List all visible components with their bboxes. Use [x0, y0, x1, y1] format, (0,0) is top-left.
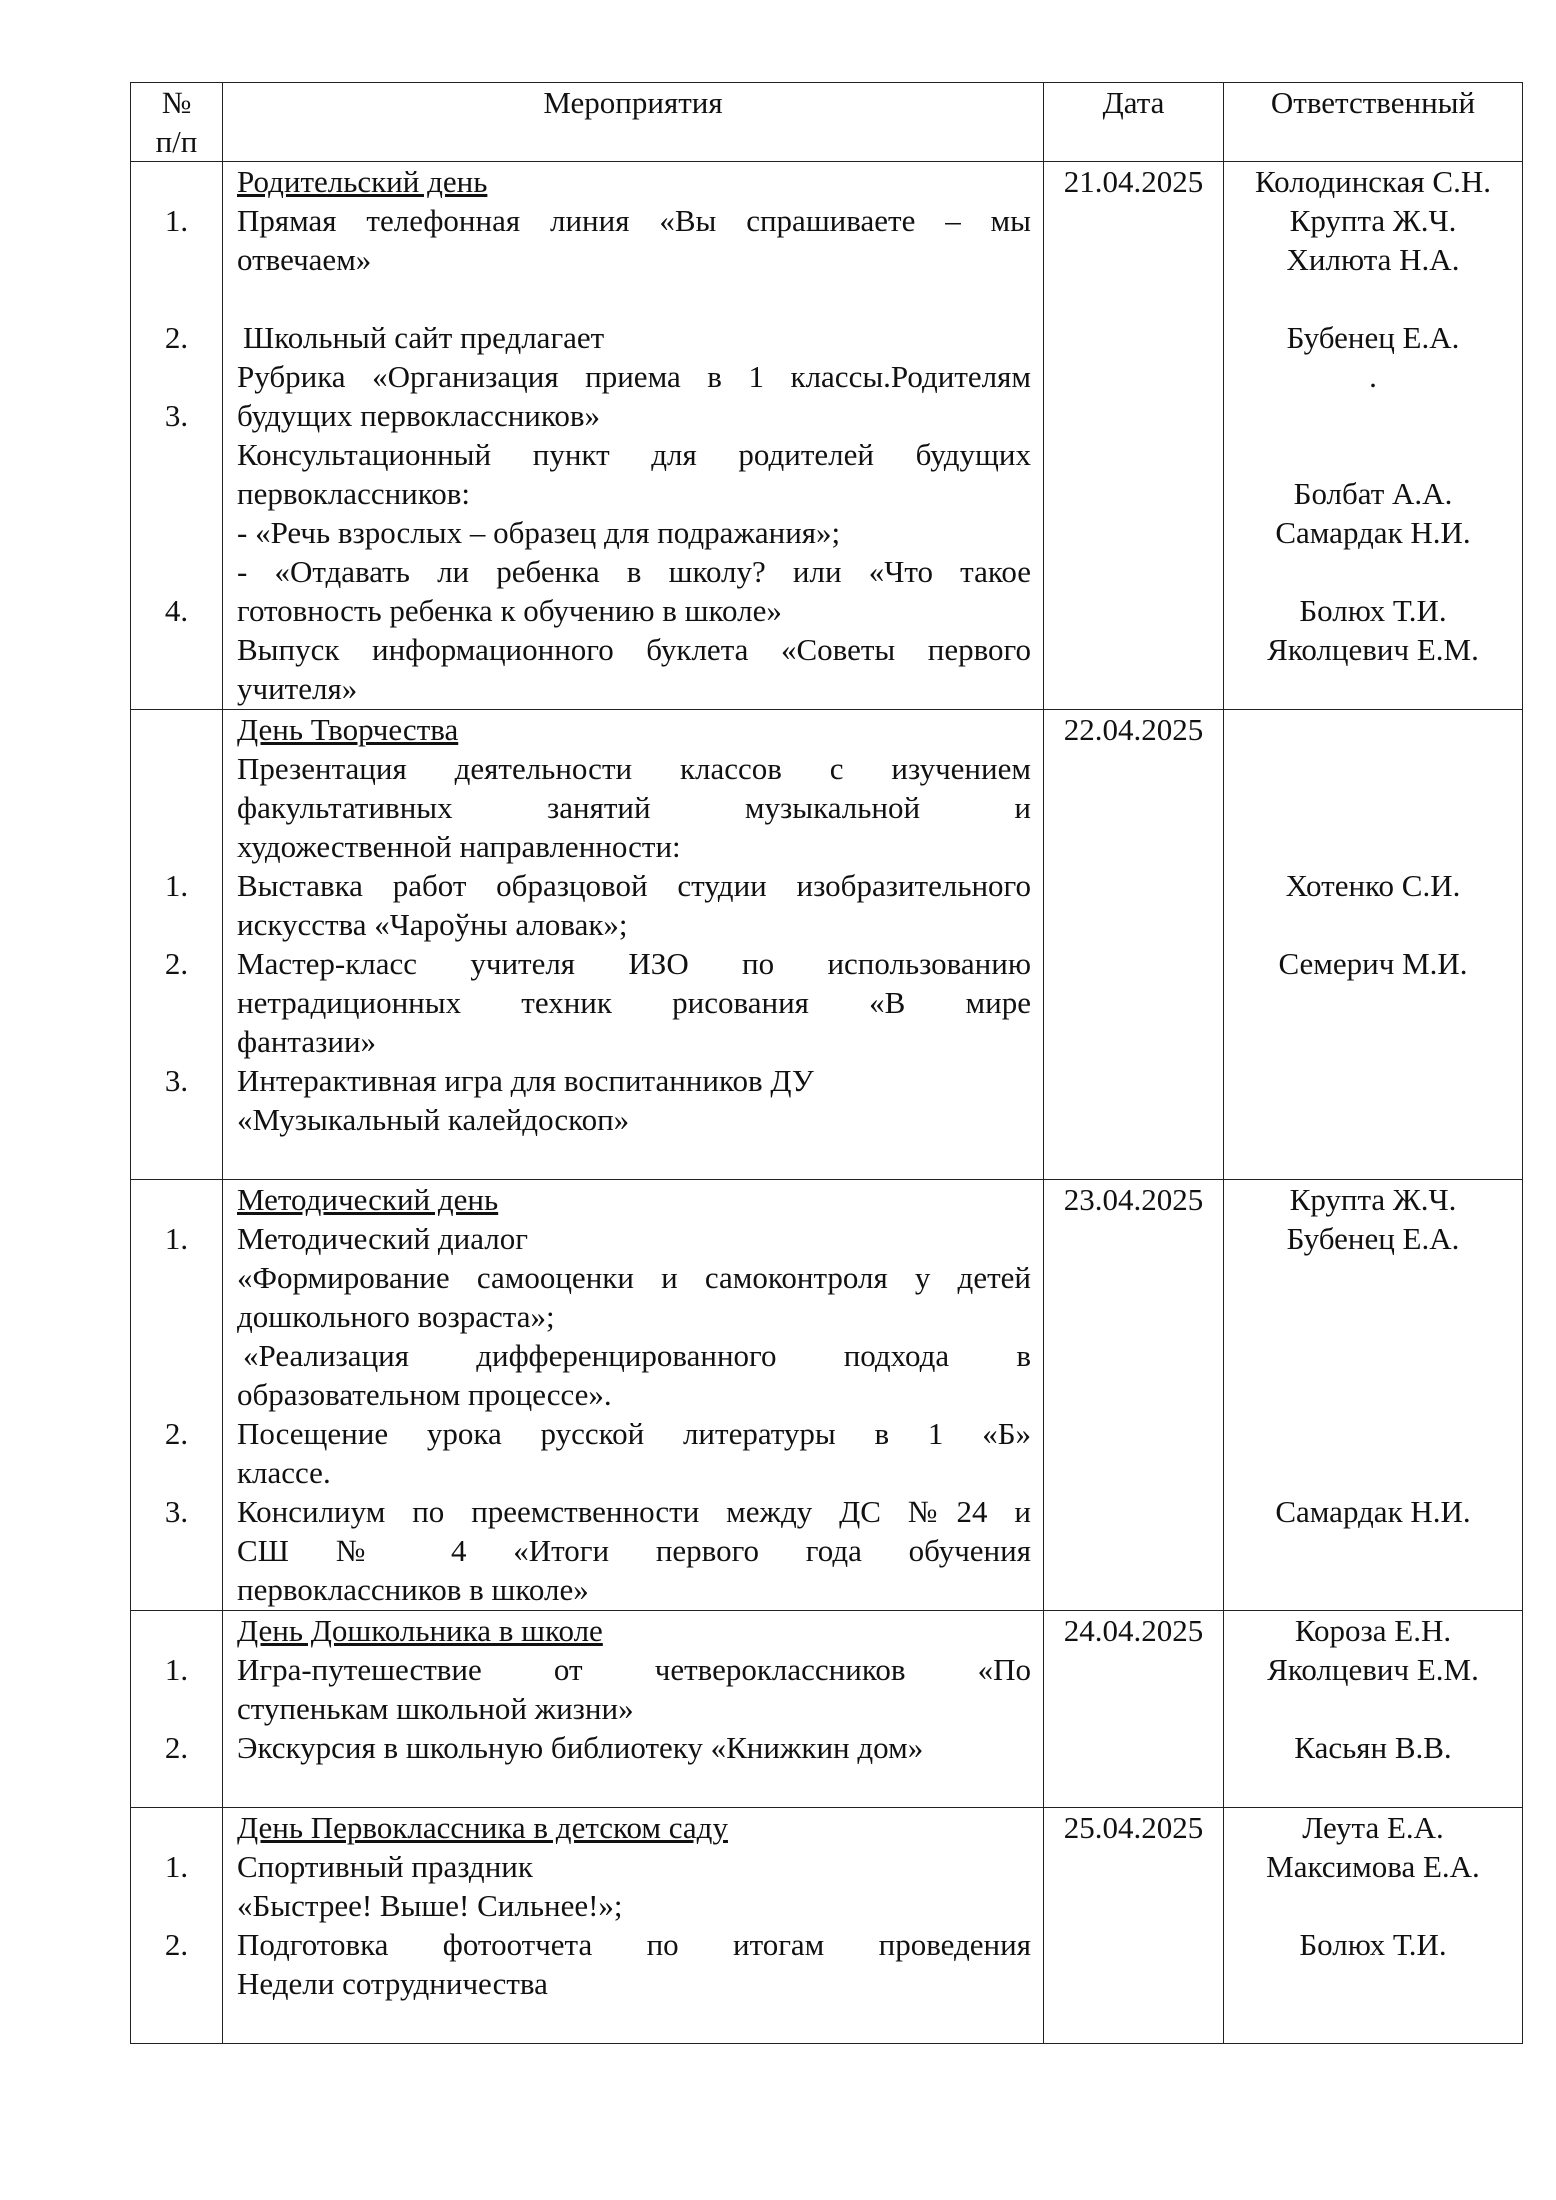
item-number-cell	[131, 1808, 223, 2044]
responsible-person	[1224, 552, 1522, 591]
item-number: 4.	[164, 593, 189, 628]
event-text-line: Консультационный пункт для родителей будущих	[237, 437, 1031, 472]
responsible-cell	[1224, 710, 1523, 1180]
item-number	[131, 1689, 222, 1728]
responsible-person: Самардак Н.И.	[1275, 1494, 1471, 1529]
item-number: 1.	[164, 1652, 189, 1687]
header-number	[131, 83, 223, 162]
event-text-line: «Реализация дифференцированного подхода в	[243, 1338, 1031, 1373]
item-number: 1.	[164, 1221, 189, 1256]
event-text-line: классе.	[237, 1455, 331, 1490]
item-number	[131, 983, 222, 1022]
event-text-line: первоклассников:	[237, 476, 470, 511]
event-text-line: факультативных занятий музыкальной и	[237, 790, 1031, 825]
responsible-person	[1224, 279, 1522, 318]
event-text-line: образовательном процессе».	[237, 1377, 612, 1412]
responsible-person: Короза Е.Н.	[1294, 1613, 1452, 1648]
table-header	[131, 83, 1523, 162]
date-cell	[1044, 162, 1224, 710]
responsible-cell	[1224, 1808, 1523, 2044]
item-number	[131, 1570, 222, 1609]
item-number: 3.	[164, 1063, 189, 1098]
item-number	[131, 1258, 222, 1297]
item-number	[131, 827, 222, 866]
item-number	[131, 435, 222, 474]
table-row	[131, 1611, 1523, 1808]
event-cell	[223, 1808, 1044, 2044]
header-events: Мероприятия	[223, 83, 1044, 162]
date-cell	[1044, 1808, 1224, 2044]
event-text-line: Посещение урока русской литературы в 1 «Б»	[237, 1416, 1031, 1451]
event-text-line: Школьный сайт предлагает	[243, 320, 605, 355]
responsible-person	[1224, 435, 1522, 474]
header-number-line: п/п	[155, 124, 198, 159]
responsible-person: Семерич М.И.	[1278, 946, 1468, 981]
responsible-person	[1224, 710, 1522, 749]
responsible-person: Болюх Т.И.	[1299, 593, 1447, 628]
item-number-cell	[131, 710, 223, 1180]
event-text-line: «Быстрее! Выше! Сильнее!»;	[237, 1888, 623, 1923]
responsible-person: Болбат А.А.	[1293, 476, 1453, 511]
item-number	[131, 357, 222, 396]
responsible-person: Касьян В.В.	[1294, 1730, 1452, 1765]
event-text-line: Мастер-класс учителя ИЗО по использованию	[237, 946, 1031, 981]
event-text-line: нетрадиционных техник рисования «В мире	[237, 985, 1031, 1020]
event-text-line: учителя»	[237, 671, 358, 706]
item-number	[131, 279, 222, 318]
responsible-person	[1224, 1336, 1522, 1375]
responsible-person	[1224, 1061, 1522, 1100]
item-number	[131, 1886, 222, 1925]
item-number-cell	[131, 162, 223, 710]
event-text-line: Выпуск информационного буклета «Советы первого	[237, 632, 1031, 667]
event-day-title: День Творчества	[237, 712, 459, 747]
item-number	[131, 1808, 222, 1847]
item-number-cell	[131, 1611, 223, 1808]
item-number	[131, 1336, 222, 1375]
item-number: 2.	[164, 1416, 189, 1451]
responsible-person	[1224, 1453, 1522, 1492]
event-day-title: День Дошкольника в школе	[237, 1613, 603, 1648]
responsible-person	[1224, 396, 1522, 435]
date-cell	[1044, 710, 1224, 1180]
event-text-line: Интерактивная игра для воспитанников ДУ	[237, 1063, 814, 1098]
event-cell	[223, 1180, 1044, 1611]
responsible-person: Яколцевич Е.М.	[1267, 632, 1479, 667]
responsible-person: Крупта Ж.Ч.	[1289, 203, 1457, 238]
responsible-cell	[1224, 1611, 1523, 1808]
responsible-person	[1224, 905, 1522, 944]
table-row	[131, 1180, 1523, 1611]
responsible-person: Хилюта Н.А.	[1286, 242, 1460, 277]
event-text-line: Спортивный праздник	[237, 1849, 533, 1884]
item-number	[131, 905, 222, 944]
date-cell	[1044, 1180, 1224, 1611]
responsible-person	[1224, 1964, 1522, 2003]
item-number	[131, 240, 222, 279]
header-date: Дата	[1044, 83, 1224, 162]
event-text-line: - «Отдавать ли ребенка в школу? или «Что такое	[237, 554, 1031, 589]
item-number	[131, 513, 222, 552]
header-number-line: №	[161, 85, 192, 120]
responsible-person: .	[1369, 359, 1377, 394]
responsible-person: Болюх Т.И.	[1299, 1927, 1447, 1962]
item-number	[131, 162, 222, 201]
header-responsible: Ответственный	[1224, 83, 1523, 162]
item-number	[131, 630, 222, 669]
responsible-cell	[1224, 162, 1523, 710]
event-text-line: - «Речь взрослых – образец для подражания»;	[237, 515, 841, 550]
item-number	[131, 1453, 222, 1492]
item-number: 2.	[164, 1730, 189, 1765]
responsible-person	[1224, 827, 1522, 866]
table-row	[131, 710, 1523, 1180]
event-date: 23.04.2025	[1063, 1182, 1204, 1217]
event-text-line: Выставка работ образцовой студии изобразительного	[237, 868, 1031, 903]
item-number	[131, 474, 222, 513]
event-text-line: Рубрика «Организация приема в 1 классы.Родителям	[237, 359, 1031, 394]
responsible-person	[1224, 983, 1522, 1022]
event-date: 21.04.2025	[1063, 164, 1204, 199]
item-number	[131, 1297, 222, 1336]
responsible-person	[1224, 1570, 1522, 1609]
item-number: 2.	[164, 1927, 189, 1962]
event-text-line: Игра-путешествие от четвероклассников «По	[237, 1652, 1031, 1687]
responsible-person: Максимова Е.А.	[1266, 1849, 1480, 1884]
event-text-line: Подготовка фотоотчета по итогам проведения	[237, 1927, 1031, 1962]
item-number: 1.	[164, 868, 189, 903]
event-text-line: Методический диалог	[237, 1221, 528, 1256]
item-number: 1.	[164, 203, 189, 238]
item-number	[131, 788, 222, 827]
responsible-person	[1224, 1297, 1522, 1336]
responsible-person	[1224, 1375, 1522, 1414]
event-day-title: День Первоклассника в детском саду	[237, 1810, 728, 1845]
responsible-person	[1224, 1414, 1522, 1453]
event-text-line: Прямая телефонная линия «Вы спрашиваете – мы	[237, 203, 1031, 238]
event-text-line	[237, 279, 1031, 318]
responsible-person: Хотенко С.И.	[1285, 868, 1461, 903]
table-row	[131, 1808, 1523, 2044]
event-date: 25.04.2025	[1063, 1810, 1204, 1845]
item-number	[131, 552, 222, 591]
responsible-person: Крупта Ж.Ч.	[1289, 1182, 1457, 1217]
table-body	[131, 162, 1523, 2044]
responsible-person	[1224, 669, 1522, 708]
item-number	[131, 1531, 222, 1570]
event-day-title: Родительский день	[237, 164, 488, 199]
event-text-line: художественной направленности:	[237, 829, 681, 864]
event-day-title: Методический день	[237, 1182, 499, 1217]
event-text-line: дошкольного возраста»;	[237, 1299, 555, 1334]
event-text-line: отвечаем»	[237, 242, 372, 277]
item-number: 1.	[164, 1849, 189, 1884]
item-number-cell	[131, 1180, 223, 1611]
event-text-line: Недели сотрудничества	[237, 1966, 548, 2001]
responsible-person	[1224, 1100, 1522, 1139]
event-text-line: Консилиум по преемственности между ДС №24 и	[237, 1494, 1031, 1529]
event-text-line: «Музыкальный калейдоскоп»	[237, 1102, 630, 1137]
item-number	[131, 1611, 222, 1650]
item-number	[131, 1180, 222, 1219]
item-number: 3.	[164, 398, 189, 433]
event-date: 24.04.2025	[1063, 1613, 1204, 1648]
item-number	[131, 669, 222, 708]
events-plan-table	[130, 82, 1523, 2044]
event-cell	[223, 1611, 1044, 1808]
event-cell	[223, 710, 1044, 1180]
event-text-line: Экскурсия в школьную библиотеку «Книжкин дом»	[237, 1730, 924, 1765]
responsible-person	[1224, 788, 1522, 827]
event-text-line: «Формирование самооценки и самоконтроля у детей	[237, 1260, 1031, 1295]
item-number: 2.	[164, 946, 189, 981]
responsible-person: Леута Е.А.	[1302, 1810, 1444, 1845]
event-text-line: первоклассников в школе»	[237, 1572, 589, 1607]
event-text-line: фантазии»	[237, 1024, 377, 1059]
event-text-line: Презентация деятельности классов с изучением	[237, 751, 1031, 786]
responsible-person: Колодинская С.Н.	[1255, 164, 1491, 199]
table-row	[131, 162, 1523, 710]
responsible-person: Бубенец Е.А.	[1286, 1221, 1460, 1256]
event-text-line: ступенькам школьной жизни»	[237, 1691, 634, 1726]
responsible-person: Бубенец Е.А.	[1286, 320, 1460, 355]
responsible-person	[1224, 1531, 1522, 1570]
event-text-line: готовность ребенка к обучению в школе»	[237, 593, 782, 628]
event-text-line: СШ № 4 «Итоги первого года обучения	[237, 1533, 1031, 1568]
date-cell	[1044, 1611, 1224, 1808]
responsible-person: Самардак Н.И.	[1275, 515, 1471, 550]
responsible-person	[1224, 749, 1522, 788]
responsible-person	[1224, 1689, 1522, 1728]
event-cell	[223, 162, 1044, 710]
responsible-person	[1224, 1258, 1522, 1297]
item-number	[131, 1375, 222, 1414]
event-text-line: будущих первоклассников»	[237, 398, 601, 433]
item-number: 3.	[164, 1494, 189, 1529]
responsible-cell	[1224, 1180, 1523, 1611]
responsible-person: Яколцевич Е.М.	[1267, 1652, 1479, 1687]
responsible-person	[1224, 1022, 1522, 1061]
responsible-person	[1224, 1886, 1522, 1925]
event-date: 22.04.2025	[1063, 712, 1204, 747]
item-number	[131, 1964, 222, 2003]
item-number	[131, 1100, 222, 1139]
item-number	[131, 1022, 222, 1061]
item-number	[131, 710, 222, 749]
item-number	[131, 749, 222, 788]
item-number: 2.	[164, 320, 189, 355]
event-text-line: искусства «Чароўны аловак»;	[237, 907, 628, 942]
